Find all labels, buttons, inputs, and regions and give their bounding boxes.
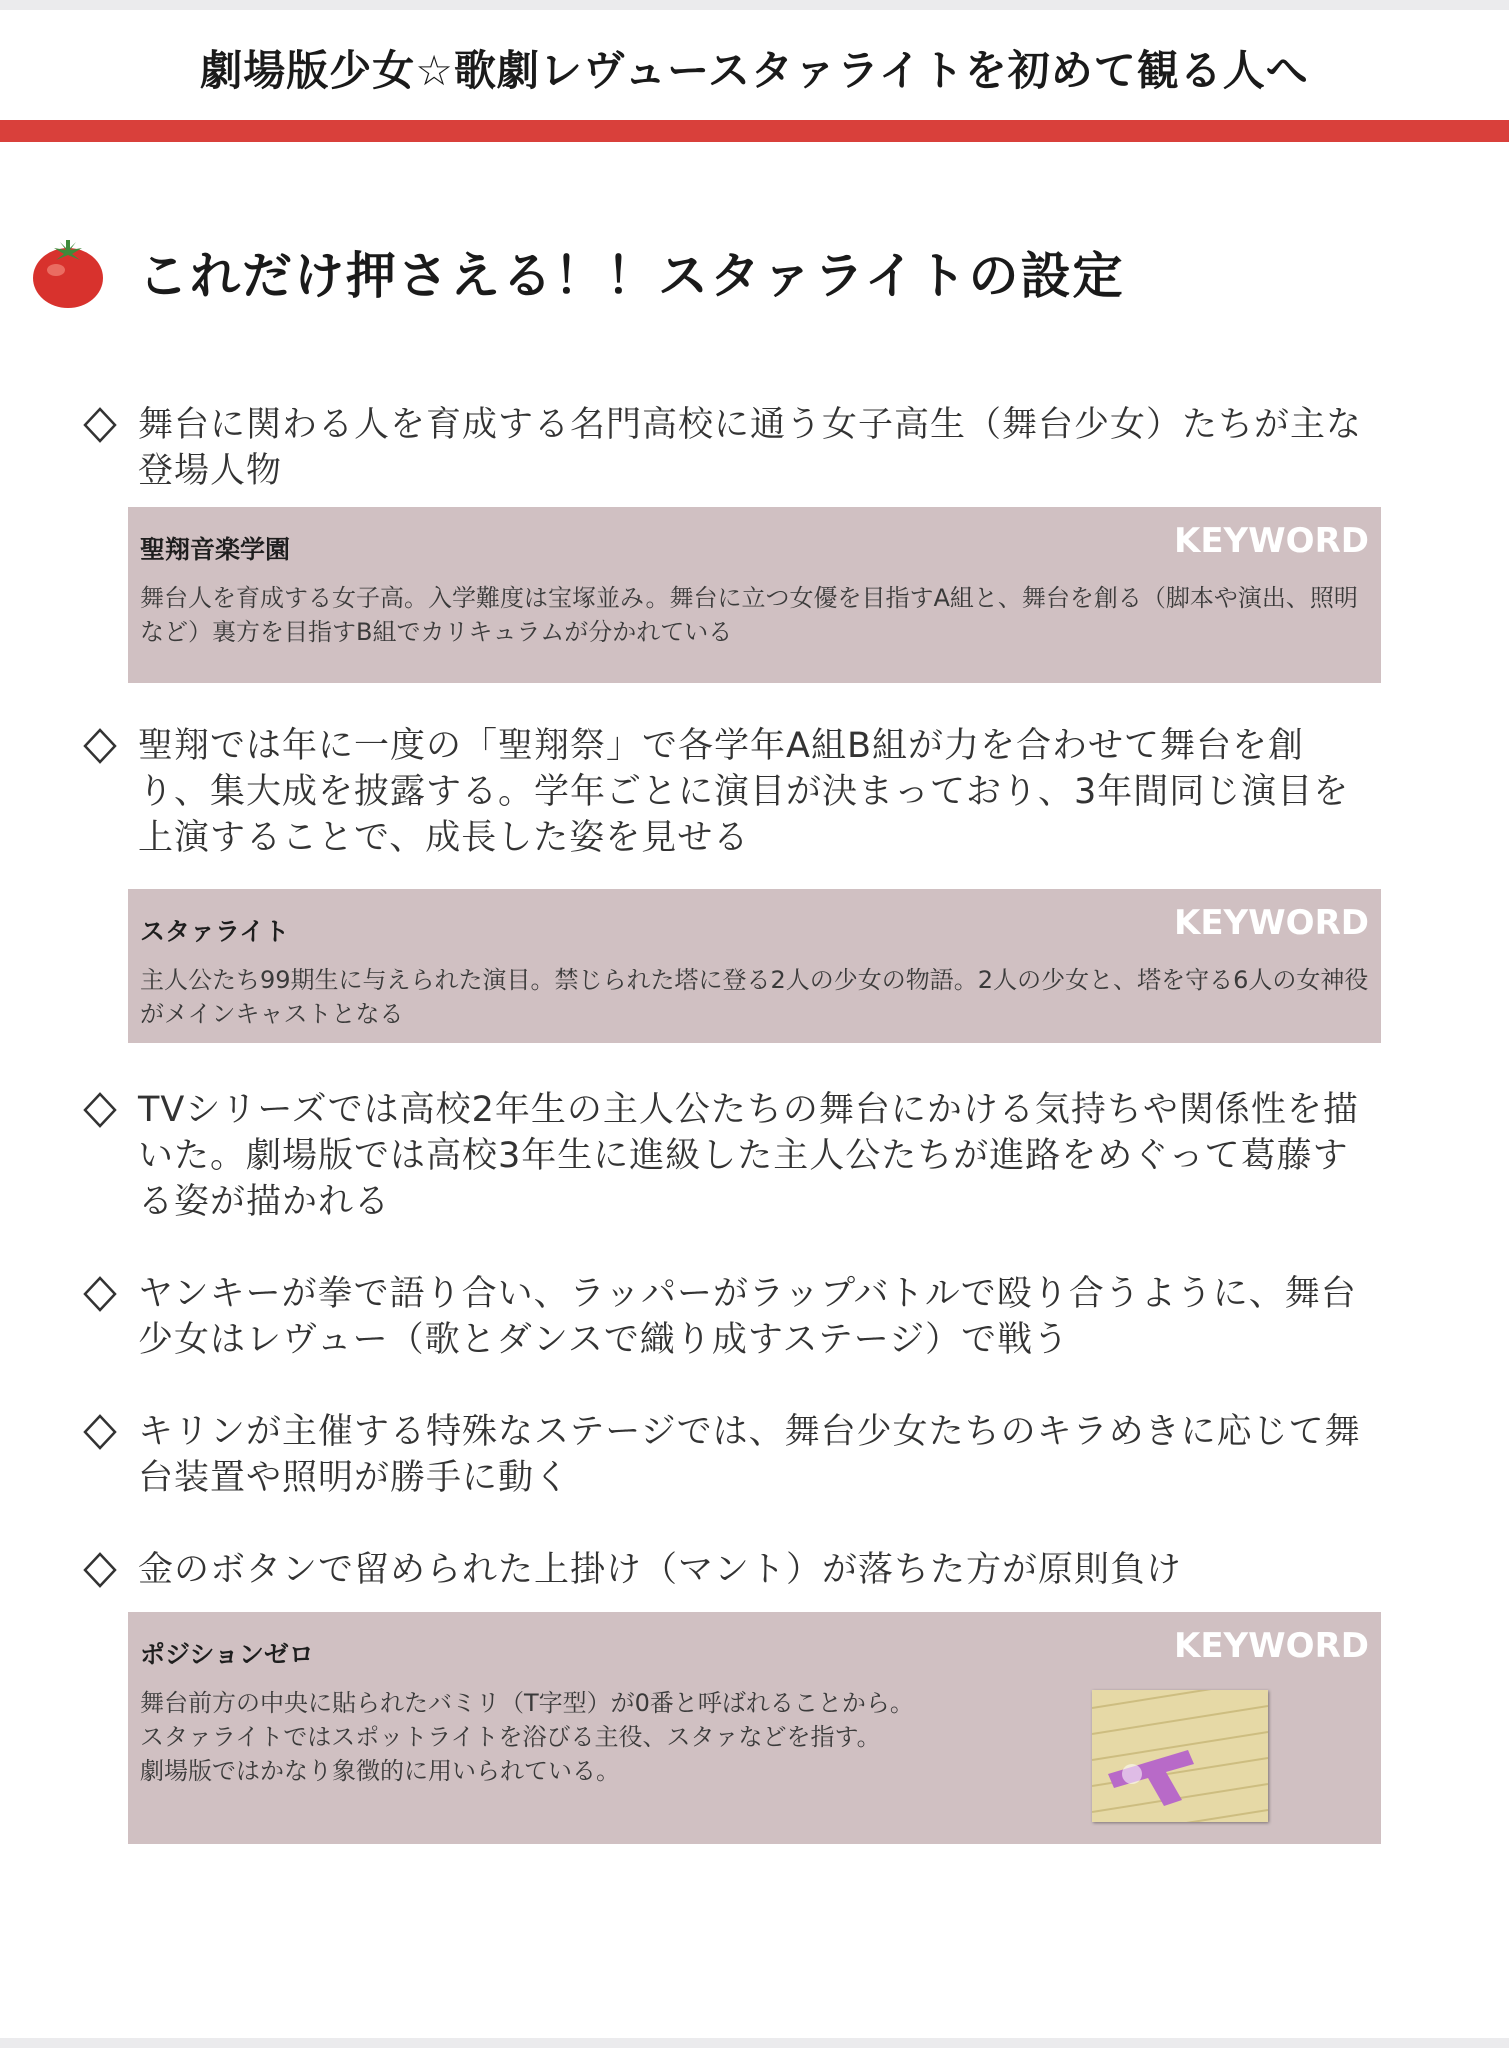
diamond-bullet-icon (80, 723, 120, 769)
bullet-item (80, 402, 1370, 494)
keyword-tag: KEYWORD (1173, 1626, 1369, 1666)
bullet-item (80, 1271, 1370, 1363)
page-header (0, 10, 1509, 142)
keyword-tag: KEYWORD (1173, 903, 1369, 943)
keyword-box (128, 889, 1381, 1043)
bullet-text: TVシリーズでは高校2年生の主人公たちの舞台にかける気持ちや関係性を描いた。劇場版では高校3年生に進級した主人公たちが進路をめぐって葛藤する姿が描かれる (138, 1090, 1359, 1222)
bullet-text: 聖翔では年に一度の「聖翔祭」で各学年A組B組が力を合わせて舞台を創り、集大成を披露する。学年ごとに演目が決まっており、3年間同じ演目を上演することで、成長した姿を見せる (138, 726, 1350, 858)
bullet-item (80, 1087, 1370, 1225)
keyword-description: 舞台人を育成する女子高。入学難度は宝塚並み。舞台に立つ女優を目指すA組と、舞台を創る（脚本や演出、照明など）裏方を目指すB組でカリキュラムが分かれている (140, 584, 1358, 646)
diamond-bullet-icon (80, 1271, 120, 1317)
bullet-item (80, 723, 1370, 861)
page (0, 10, 1509, 2038)
bullet-item (80, 1547, 1370, 1593)
keyword-title: スタァライト (140, 917, 290, 946)
bullet-text: 金のボタンで留められた上掛け（マント）が落ちた方が原則負け (138, 1550, 1183, 1590)
section-title: これだけ押さえる！！スタァライトの設定 (138, 247, 1125, 305)
bullet-text: ヤンキーが拳で語り合い、ラッパーがラップバトルで殴り合うように、舞台少女はレヴュー（歌とダンスで織り成すステージ）で戦う (138, 1274, 1357, 1360)
keyword-description-line: スタァライトではスポットライトを浴びる主役、スタァなどを指す。 (140, 1723, 881, 1751)
bullet-text: キリンが主催する特殊なステージでは、舞台少女たちのキラめきに応じて舞台装置や照明が勝手に動く (138, 1412, 1361, 1498)
diamond-bullet-icon (80, 1087, 120, 1133)
keyword-tag: KEYWORD (1173, 521, 1369, 561)
keyword-description-line: 舞台前方の中央に貼られたバミリ（T字型）が0番と呼ばれることから。 (140, 1689, 914, 1717)
keyword-description: 主人公たち99期生に与えられた演目。禁じられた塔に登る2人の少女の物語。2人の少女と、塔を守る6人の女神役がメインキャストとなる (140, 966, 1369, 1028)
position-zero-tape-image (1092, 1690, 1268, 1822)
section-heading (30, 232, 1125, 312)
keyword-title: 聖翔音楽学園 (140, 535, 291, 564)
bullet-text: 舞台に関わる人を育成する名門高校に通う女子高生（舞台少女）たちが主な登場人物 (138, 405, 1363, 491)
keyword-title: ポジションゼロ (140, 1640, 314, 1669)
page-title: 劇場版少女☆歌劇レヴュースタァライトを初めて観る人へ (200, 46, 1309, 95)
keyword-description-line: 劇場版ではかなり象徴的に用いられている。 (140, 1757, 620, 1785)
diamond-bullet-icon (80, 1547, 120, 1593)
keyword-box (128, 507, 1381, 683)
bullet-item (80, 1409, 1370, 1501)
keyword-box (128, 1612, 1381, 1844)
diamond-bullet-icon (80, 1409, 120, 1455)
tomato-icon (30, 234, 106, 310)
diamond-bullet-icon (80, 402, 120, 448)
keyword-description (140, 1686, 1040, 1788)
